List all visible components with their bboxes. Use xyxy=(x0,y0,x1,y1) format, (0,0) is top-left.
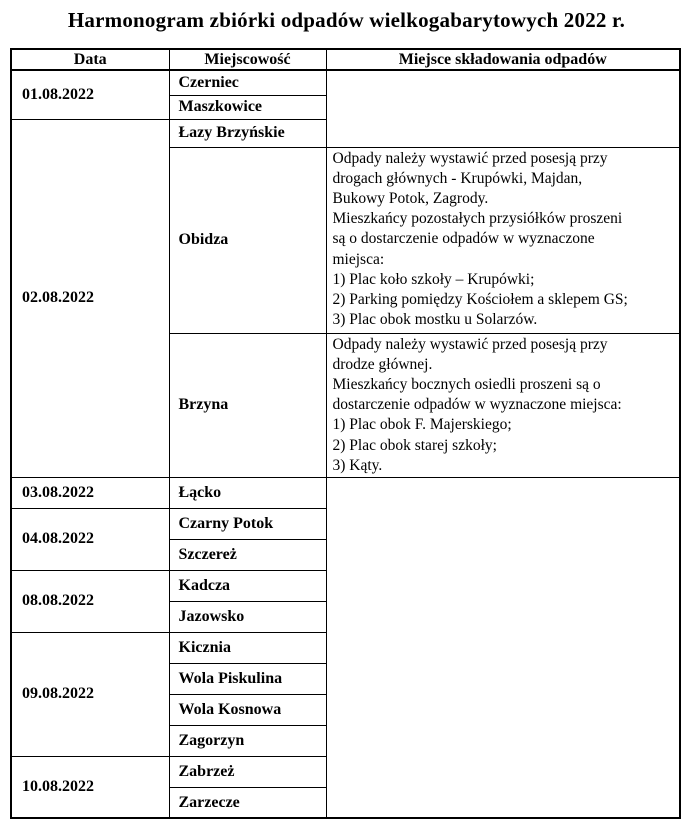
locality-cell-wola-piskulina: Wola Piskulina xyxy=(169,663,326,694)
place-text-line: Odpady należy wystawić przed posesją przy xyxy=(332,335,608,353)
date-cell-10-08: 10.08.2022 xyxy=(11,756,169,818)
place-text-line: Bukowy Potok, Zagrody. xyxy=(332,189,489,207)
locality-cell-kadcza: Kadcza xyxy=(169,570,326,601)
place-cell-empty-bottom xyxy=(326,477,680,818)
place-text-line: 1) Plac koło szkoły – Krupówki; xyxy=(332,270,535,288)
locality-cell-maszkowice: Maszkowice xyxy=(169,95,326,119)
locality-cell-brzyna: Brzyna xyxy=(169,333,326,477)
date-cell-03-08: 03.08.2022 xyxy=(11,477,169,508)
date-cell-01-08: 01.08.2022 xyxy=(11,70,169,119)
place-text-line: Mieszkańcy bocznych osiedli proszeni są o xyxy=(332,375,601,393)
table-row xyxy=(11,70,680,95)
place-text-line: 3) Kąty. xyxy=(332,456,383,474)
header-place: Miejsce składowania odpadów xyxy=(326,49,680,70)
locality-cell-lacko: Łącko xyxy=(169,477,326,508)
place-text-line: drogach głównych - Krupówki, Majdan, xyxy=(332,169,583,187)
header-date: Data xyxy=(11,49,169,70)
table-row xyxy=(11,477,680,508)
place-cell-brzyna xyxy=(326,333,680,477)
locality-cell-wola-kosnowa: Wola Kosnowa xyxy=(169,694,326,725)
schedule-table xyxy=(10,48,681,819)
locality-cell-szczerez: Szczereż xyxy=(169,539,326,570)
locality-cell-lazy-brzynskie: Łazy Brzyńskie xyxy=(169,119,326,147)
place-text-line: Odpady należy wystawić przed posesją przy xyxy=(332,149,608,167)
place-text-line: Mieszkańcy pozostałych przysiółków proszeni xyxy=(332,210,623,228)
locality-cell-zarzecze: Zarzecze xyxy=(169,787,326,818)
header-locality: Miejscowość xyxy=(169,49,326,70)
date-cell-08-08: 08.08.2022 xyxy=(11,570,169,632)
document-title: Harmonogram zbiórki odpadów wielkogabarytowych 2022 r. xyxy=(67,8,626,32)
place-text-line: 2) Plac obok starej szkoły; xyxy=(332,436,497,454)
locality-cell-czarny-potok: Czarny Potok xyxy=(169,508,326,539)
date-cell-02-08: 02.08.2022 xyxy=(11,119,169,477)
locality-cell-zabrzez: Zabrzeż xyxy=(169,756,326,787)
date-cell-04-08: 04.08.2022 xyxy=(11,508,169,570)
place-text-line: miejsca: xyxy=(332,250,385,268)
place-text-line: dostarczenie odpadów w wyznaczone miejsca: xyxy=(332,396,622,414)
place-text-line: 3) Plac obok mostku u Solarzów. xyxy=(332,311,538,329)
place-text-line: drodze głównej. xyxy=(332,355,433,373)
locality-cell-zagorzyn: Zagorzyn xyxy=(169,725,326,756)
locality-cell-kicznia: Kicznia xyxy=(169,632,326,663)
place-text-line: są o dostarczenie odpadów w wyznaczone xyxy=(332,230,595,248)
table-header-row xyxy=(11,49,680,70)
place-cell-empty-top xyxy=(326,70,680,147)
date-cell-09-08: 09.08.2022 xyxy=(11,632,169,756)
place-text-line: 1) Plac obok F. Majerskiego; xyxy=(332,416,512,434)
locality-cell-obidza: Obidza xyxy=(169,147,326,333)
place-cell-obidza xyxy=(326,147,680,333)
locality-cell-czerniec: Czerniec xyxy=(169,70,326,95)
place-text-line: 2) Parking pomiędzy Kościołem a sklepem GS; xyxy=(332,290,628,308)
locality-cell-jazowsko: Jazowsko xyxy=(169,601,326,632)
